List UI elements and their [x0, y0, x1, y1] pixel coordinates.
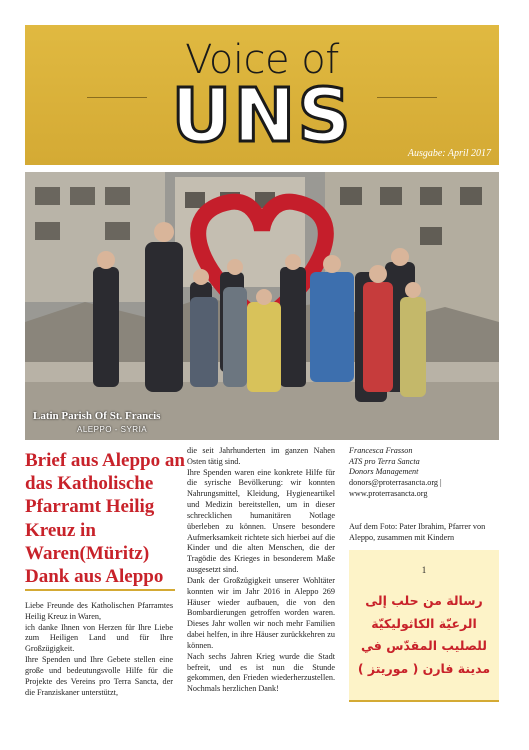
- headline-divider: [25, 589, 175, 591]
- article-paragraph: Nach sechs Jahren Krieg wurde die Stadt befreit, und es ist nun die Stunde gekommen, den Frieden wiederherzustellen. Nochmals herzlichen Dank!: [187, 651, 335, 694]
- masthead-title-top: Voice of: [185, 37, 339, 83]
- cover-photo-illustration: [25, 172, 499, 440]
- arabic-sidebar-text: رسالة من حلب إلى الرعيّة الكاثوليكيّة للصليب المقدّس في مدينة فارن ( موريتز ): [357, 593, 491, 676]
- contact-block: [349, 446, 499, 499]
- article-headline: Brief aus Aleppo an das Katholische Pfarramt Heilig Kreuz in Waren(Müritz) Dank aus Aleppo: [25, 450, 185, 587]
- arabic-sidebar: [349, 550, 499, 700]
- issue-date: Ausgabe: April 2017: [407, 148, 491, 159]
- article-column-2: [187, 446, 335, 695]
- contact-email-link[interactable]: donors@proterrasancta.org |: [349, 477, 442, 487]
- contact-name: Francesca Frasson: [349, 446, 413, 455]
- article-paragraph: Liebe Freunde des Katholischen Pfarramtes Heilig Kreuz in Waren,: [25, 601, 173, 621]
- article-paragraph: die seit Jahrhunderten im ganzen Nahen Osten tätig sind.: [187, 446, 335, 466]
- masthead: [25, 25, 499, 165]
- photo-caption-location: ALEPPO - SYRIA: [77, 425, 148, 434]
- masthead-title-main: UNS: [171, 73, 353, 159]
- contact-org: ATS pro Terra Sancta: [349, 456, 420, 466]
- article-column-1: [25, 601, 173, 698]
- article-paragraph: Ihre Spenden waren eine konkrete Hilfe für die syrische Bevölkerung: wir konnten Nahrungsmittel, Kleidung, Hygieneartikel und Medizin bereitstellen, um in dieser schrecklichen humanitären Notlage überleben zu können. Unsere besondere Aufmerksamkeit richtete sich hierbei auf die Kinder und die alten Menschen, die der Tragödie des Krieges in besonderem Maße ausgesetzt sind.: [187, 467, 335, 575]
- article-paragraph: ich danke Ihnen von Herzen für Ihre Liebe zum Heiligen Land und für Ihre Großzügigkeit.: [25, 622, 173, 654]
- photo-caption: Latin Parish Of St. Francis: [33, 410, 161, 422]
- contact-web-link[interactable]: www.proterrasancta.org: [349, 488, 428, 498]
- photo-note: Auf dem Foto: Pater Ibrahim, Pfarrer von Aleppo, zusammen mit Kindern: [349, 522, 486, 542]
- article-paragraph: Dank der Großzügigkeit unserer Wohltäter konnten wir im Jahr 2016 in Aleppo 269 Häuser wieder aufbauen, die von den Bombardierungen getroffen worden waren. Dieses Jahr wollen wir noch mehr Familien dabei helfen, in ihre Häuser zurückkehren zu können.: [187, 575, 335, 650]
- contact-dept: Donors Management: [349, 467, 419, 477]
- article-paragraph: Ihre Spenden und Ihre Gebete stellen eine große und bedeutungsvolle Hilfe für die Projekte des Vereins pro Terra Sancta, der die Franziskaner unterstützt,: [25, 655, 173, 697]
- arabic-sidebar-number: 1: [421, 565, 427, 575]
- arabic-divider: [349, 700, 499, 702]
- cover-photo: [25, 172, 499, 440]
